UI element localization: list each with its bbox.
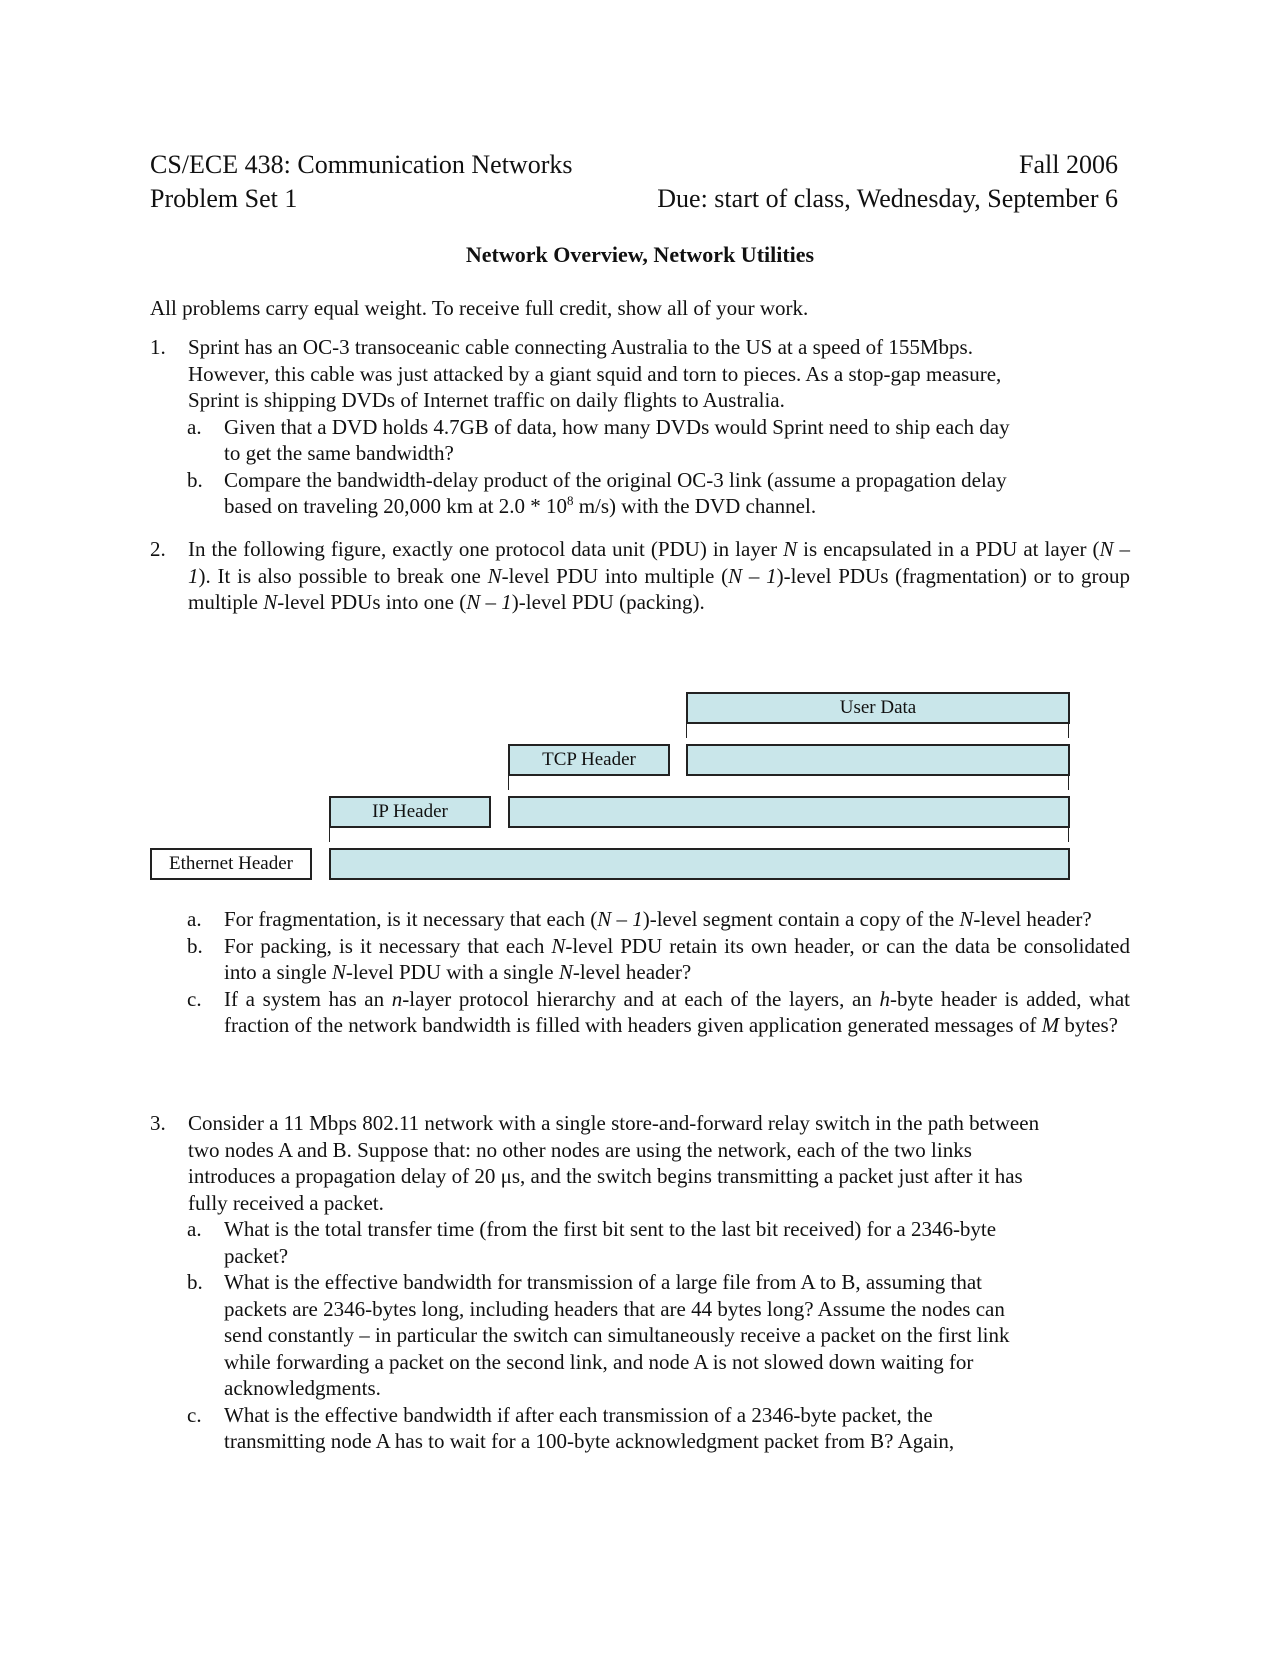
tcp-header-box: TCP Header [508,744,670,776]
subquestion-line: send constantly – in particular the switch can simultaneously receive a packet on the first link [224,1323,1010,1347]
subquestion-line: while forwarding a packet on the second link, and node A is not slowed down waiting for [224,1349,974,1374]
term: Fall 2006 [1019,150,1118,179]
subquestion-line: packets are 2346-bytes long, including headers that are 44 bytes long? Assume the nodes can [224,1296,1005,1321]
subquestion-letter: b. [187,1270,203,1294]
problem-line: However, this cable was just attacked by a giant squid and torn to pieces. As a stop-gap measure, [188,361,1002,386]
subquestion-line: based on traveling 20,000 km at $2.0 * 10^8$ m/s) with the DVD channel. [224,493,817,518]
subquestion-letter: a. [187,907,202,931]
subquestion-c: c. If a system has an n-layer protocol hierarchy and at each of the layers, an h-byte header is added, what fraction of the network bandwidth is filled with headers given application generated messages of M bytes? [187,986,1130,1037]
problem-text: In the following figure, exactly one protocol data unit (PDU) in layer N is encapsulated in a PDU at layer (N – 1). It is also possible to break one N-level PDU into multiple (N – 1)-level PDUs (fragmentation) or to group multiple N-level PDUs into one (N – 1)-level PDU (packing). [188,537,1130,614]
subquestion-line: What is the effective bandwidth if after each transmission of a 2346-byte packet, the [224,1402,933,1427]
header-row-2 [150,184,1118,214]
subquestion-line: Given that a DVD holds 4.7GB of data, how many DVDs would Sprint need to ship each day [224,414,1010,439]
subquestion-letter: b. [187,933,203,958]
problem-line: fully received a packet. [188,1190,384,1215]
subquestion-a [187,414,1130,467]
figure-tick [686,724,687,738]
problem-line: Sprint is shipping DVDs of Internet traffic on daily flights to Australia. [188,388,785,412]
subquestion-line: transmitting node A has to wait for a 100-byte acknowledgment packet from B? Again, [224,1429,955,1453]
subquestion-line: packet? [224,1243,289,1268]
problem-line: two nodes A and B. Suppose that: no other nodes are using the network, each of the two links [188,1137,972,1162]
subquestion-letter: a. [187,1217,202,1241]
ip-header-box: IP Header [329,796,491,828]
ip-payload-box [508,796,1070,828]
subquestion-letter: c. [187,986,202,1011]
subquestion-c [187,1402,1130,1455]
subquestion-line: What is the effective bandwidth for transmission of a large file from A to B, assuming that [224,1270,982,1294]
problem-2-subquestions [150,906,1130,1039]
figure-tick [1068,776,1069,790]
subquestion-line: What is the total transfer time (from the first bit sent to the last bit received) for a 2346-byte [224,1217,997,1241]
subquestion-line: acknowledgments. [224,1376,381,1400]
subquestion-a [187,1216,1130,1269]
problem-line: Consider a 11 Mbps 802.11 network with a single store-and-forward relay switch in the path between [188,1111,1040,1135]
problem-2 [150,536,1130,616]
subquestion-letter: a. [187,414,202,439]
subquestion-b [187,467,1130,520]
problem-set-label: Problem Set 1 [150,184,298,213]
subquestion-letter: c. [187,1402,202,1427]
subquestion-a: a. For fragmentation, is it necessary that each (N – 1)-level segment contain a copy of the N-level header? [187,907,1092,931]
problem-line: Sprint has an OC-3 transoceanic cable connecting Australia to the US at a speed of 155Mbps. [188,335,973,359]
subquestion-b: b. For packing, is it necessary that each N-level PDU retain its own header, or can the data be consolidated into a single N-level PDU with a single N-level header? [187,933,1130,984]
ethernet-header-box: Ethernet Header [150,848,312,880]
header-row-1 [150,150,1118,180]
problem-1 [150,334,1130,520]
subquestion-line: Compare the bandwidth-delay product of the original OC-3 link (assume a propagation delay [224,467,1007,492]
figure-tick [329,828,330,842]
problem-line: introduces a propagation delay of 20 μs, and the switch begins transmitting a packet just after it has [188,1164,1023,1188]
due-date: Due: start of class, Wednesday, September 6 [657,184,1118,213]
problem-3 [150,1110,1130,1455]
subquestion-b [187,1269,1130,1402]
figure-tick [508,776,509,790]
tcp-payload-box [686,744,1070,776]
course-title: CS/ECE 438: Communication Networks [150,150,573,179]
problem-number: 1. [150,335,166,359]
intro-text: All problems carry equal weight. To receive full credit, show all of your work. [150,296,809,320]
subquestion-letter: b. [187,467,203,492]
problem-number: 2. [150,537,166,561]
figure-tick [1068,724,1069,738]
user-data-box: User Data [686,692,1070,724]
page-title: Network Overview, Network Utilities [465,242,815,267]
problem-number: 3. [150,1111,166,1135]
figure-tick [1068,828,1069,842]
subquestion-line: to get the same bandwidth? [224,441,454,465]
ethernet-payload-box [329,848,1070,880]
